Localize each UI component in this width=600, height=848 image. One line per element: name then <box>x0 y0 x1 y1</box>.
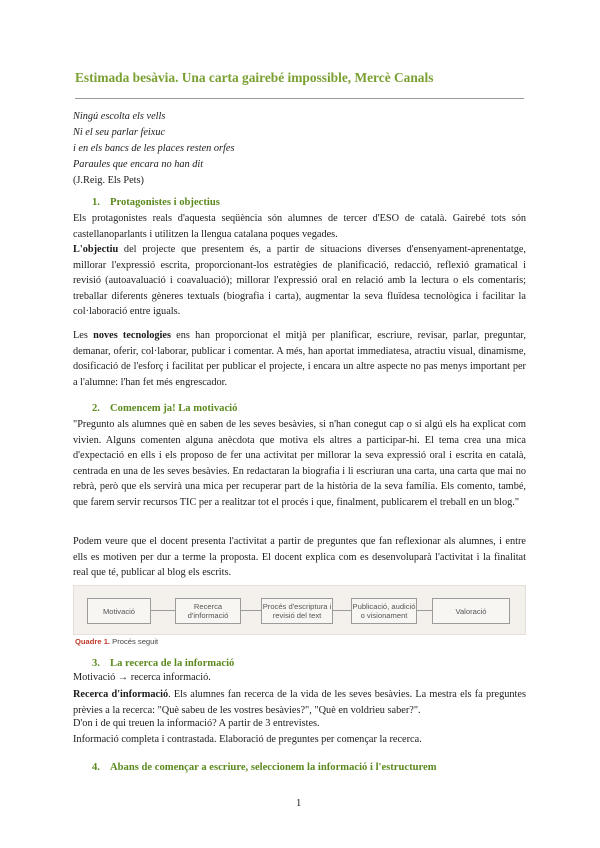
poem-line: Paraules que encara no han dit <box>73 159 204 170</box>
figure-caption <box>75 637 158 646</box>
paragraph-analysis: Podem veure que el docent presenta l'activitat a partir de preguntes que fan reflexionar als alumnes, i entre ells es motiven per dur a terme la proposta. El docent explica com es desenvoluparà l'activitat i la finalitat real que té, publicar al blog els escrits. <box>73 536 526 579</box>
paragraph-participants: Els protagonistes reals d'aquesta seqüència són alumnes de tercer d'ESO de català. Gairebé tots són castellanoparlants i utilitzen la llengua catalana poques vegades. <box>73 213 526 240</box>
title-divider <box>75 98 524 99</box>
poem-line: i en els bancs de les places resten orfes <box>73 143 235 154</box>
bold-term: noves tecnologies <box>93 330 171 341</box>
section-number: 4. <box>92 762 100 773</box>
paragraph-text: ens han proporcionat el mitjà per planificar, escriure, revisar, parlar, preguntar, demanar, oferir, col·laborar, publicar i comentar. A més, han aportat immediatesa, atractiu visual, dinamisme, dosificació de l'esforç i facilitat per publicar el projecte, i encara un altre aspecte no pas menys important per a l'alumne: l'han fet més engrescador. <box>73 330 526 388</box>
section-number: 2. <box>92 403 100 414</box>
paragraph-teacher-quote: "Pregunto als alumnes què en saben de les seves besàvies, si n'han conegut cap o si algú els ha explicat com vivien. Alguns comenten alguna anècdota que motiva els altres a participar-hi. El tema crea una mica d'expectació en ells i els proposo de fer una activitat per millorar la seva expressió oral i escrita en català, centrada en una de les seves besàvies. En redactaran la biografia i li escriuran una carta, una carta que mai no rebrà, però que els servirà una mica per recuperar part de la història de la seva família. Els comento, també, que farem servir recursos TIC per a realitzar tot el procés i que, finalment, publicarem el treball en un blog." <box>73 419 526 508</box>
poem-line: Ni el seu parlar feixuc <box>73 127 166 138</box>
flow-connector <box>150 610 175 611</box>
epigraph-poem <box>73 109 533 189</box>
flow-step: Valoració <box>432 598 510 624</box>
poem-source: (J.Reig. Els Pets) <box>73 175 144 186</box>
paragraph-text: . Els alumnes fan recerca de la vida de les seves besàvies. La mestra els fa preguntes prèvies a la recerca: "Què sabeu de les vostres besàvies?", "Què en voldrieu saber?". <box>73 689 526 716</box>
section-number: 1. <box>92 197 100 208</box>
paragraph-technologies <box>73 328 526 390</box>
bold-term: Recerca d'informació <box>73 689 169 700</box>
flow-step: Publicació, audició o visionament <box>351 598 417 624</box>
section-title: Abans de començar a escriure, seleccionem la informació i l'estructurem <box>110 762 437 773</box>
process-flow-diagram <box>73 585 526 635</box>
line-motivation-flow: Motivació → recerca informació. <box>73 672 211 683</box>
section-heading-4 <box>92 762 437 773</box>
paragraph-text: Les <box>73 330 94 341</box>
line-sources: D'on i de qui treuen la informació? A partir de 3 entrevistes. <box>73 718 320 729</box>
section-heading-1 <box>92 197 220 208</box>
poem-line: Ningú escolta els vells <box>73 111 166 122</box>
caption-label: Quadre 1. <box>75 637 111 646</box>
section-number: 3. <box>92 658 100 669</box>
paragraph-objective <box>73 242 526 320</box>
document-title: Estimada besàvia. Una carta gairebé impossible, Mercè Canals <box>75 70 434 85</box>
caption-text: Procés seguit <box>112 637 159 646</box>
section-title: Comencem ja! La motivació <box>110 403 238 414</box>
section-heading-2 <box>92 403 237 414</box>
line-complete-info: Informació completa i contrastada. Elaboració de preguntes per començar la recerca. <box>73 734 422 745</box>
flow-connector <box>240 610 261 611</box>
section-heading-3 <box>92 658 234 669</box>
page-number: 1 <box>296 798 302 809</box>
section-title: La recerca de la informació <box>110 658 235 669</box>
flow-connector <box>416 610 432 611</box>
flow-step: Motivació <box>87 598 151 624</box>
paragraph-text: del projecte que presentem és, a partir de situacions diverses d'ensenyament-aprenentatge, millorar l'expressió escrita, proporcionant-los estratègies de planificació, redacció, reflexió gramatical i revisió (autoavaluació i coavaluació); millorar l'expressió oral en relació amb la lectura o els comentaris; treballar diferents gèneres textuals (biografia i carta), augmentar la seva fluïdesa tecnològica i facilitar la col·laboració entre iguals. <box>73 244 526 318</box>
flow-step: Recerca d'informació <box>175 598 241 624</box>
flow-step: Procés d'escriptura i revisió del text <box>261 598 333 624</box>
section-title: Protagonistes i objectius <box>110 197 220 208</box>
flow-connector <box>332 610 351 611</box>
paragraph-research <box>73 687 526 718</box>
bold-term: L'objectiu <box>73 244 119 255</box>
